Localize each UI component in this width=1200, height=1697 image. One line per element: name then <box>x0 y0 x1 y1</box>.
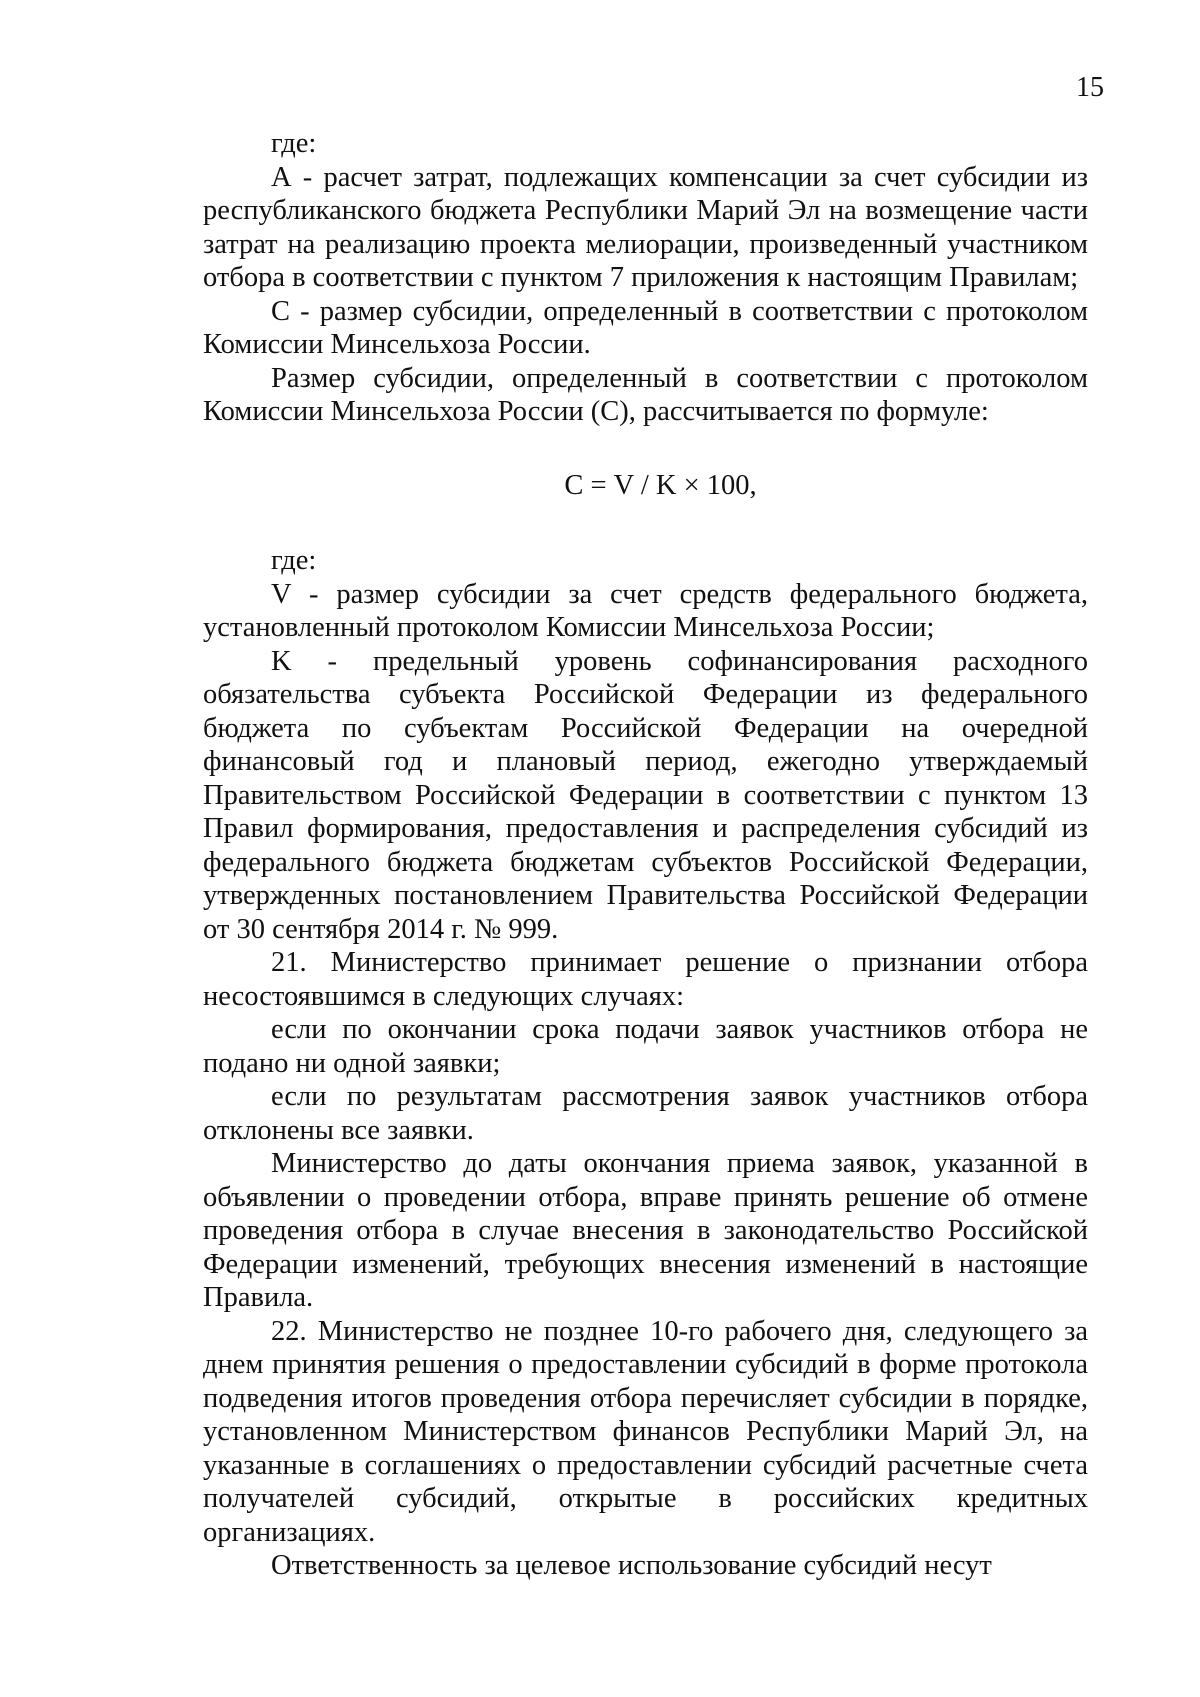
where-label: где: <box>271 545 317 576</box>
variable-c-definition: С - размер субсидии, определенный в соответствии с протоколом Комиссии Минсельхоза России. <box>203 295 1088 360</box>
page-number: 15 <box>1076 72 1104 103</box>
clause-22: 22. Министерство не позднее 10-го рабочего дня, следующего за днем принятия решения о предоставлении субсидий в форме протокола подведения итогов проведения отбора перечисляет субсидии в порядке, установленном Министерством финансов Республики Марий Эл, на указанные в соглашениях о предоставлении субсидий расчетные счета получателей субсидий, открытые в российских кредитных организациях. <box>203 1315 1088 1548</box>
subsidy-formula: С = V / K × 100, <box>564 469 757 501</box>
selection-cancellation-paragraph: Министерство до даты окончания приема заявок, указанной в объявлении о проведении отбора, вправе принять решение об отмене проведения отбора в случае внесения в законодательство Российской Федерации изменений, требующих внесения изменений в настоящие Правила. <box>203 1148 1088 1313</box>
clause-21-case-all-rejected: если по результатам рассмотрения заявок участников отбора отклонены все заявки. <box>203 1081 1088 1146</box>
variable-v-definition: V - размер субсидии за счет средств федерального бюджета, установленный протоколом Комиссии Минсельхоза России; <box>203 578 1088 643</box>
document-body <box>203 127 1088 1583</box>
clause-21: 21. Министерство принимает решение о признании отбора несостоявшимся в следующих случаях: <box>203 947 1088 1012</box>
variable-a-definition: А - расчет затрат, подлежащих компенсации за счет субсидии из республиканского бюджета Республики Марий Эл на возмещение части затрат на реализацию проекта мелиорации, произведенный участником отбора в соответствии с пунктом 7 приложения к настоящим Правилам; <box>203 161 1088 293</box>
where-label: где: <box>271 128 317 159</box>
subsidy-calculation-intro: Размер субсидии, определенный в соответствии с протоколом Комиссии Минсельхоза России (С), рассчитывается по формуле: <box>203 362 1088 427</box>
responsibility-paragraph: Ответственность за целевое использование субсидий несут <box>271 1550 992 1581</box>
clause-21-case-no-applications: если по окончании срока подачи заявок участников отбора не подано ни одной заявки; <box>203 1014 1088 1079</box>
variable-k-definition: K - предельный уровень софинансирования расходного обязательства субъекта Российской Федерации из федерального бюджета по субъектам Российской Федерации на очередной финансовый год и плановый период, ежегодно утверждаемый Правительством Российской Федерации в соответствии с пунктом 13 Правил формирования, предоставления и распределения субсидий из федерального бюджета бюджетам субъектов Российской Федерации, утвержденных постановлением Правительства Российской Федерации от 30 сентября 2014 г. № 999. <box>203 645 1088 945</box>
